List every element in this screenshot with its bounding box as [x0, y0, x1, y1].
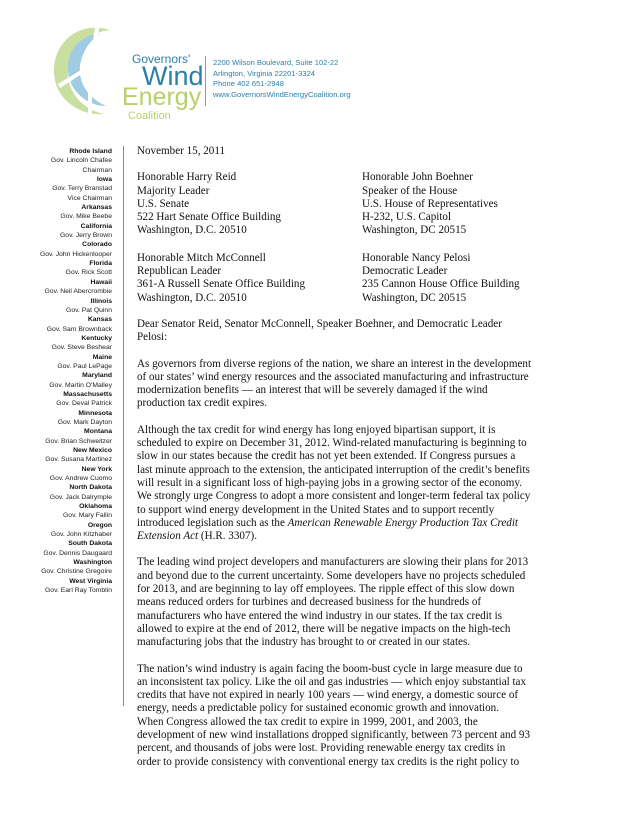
member-state: Oregon	[87, 521, 112, 529]
member-governor: Gov. Rick Scott	[65, 269, 112, 277]
paragraph-4	[137, 663, 547, 769]
sidebar-divider	[123, 146, 124, 706]
text-line: We strongly urge Congress to adopt a more consistent and longer-term federal tax policy	[137, 490, 531, 503]
recipient-line: 235 Cannon House Office Building	[362, 278, 520, 291]
member-state: California	[80, 222, 112, 230]
member-governor: Gov. Lincoln Chafee	[50, 157, 112, 165]
paragraph-2-line	[137, 517, 547, 530]
text-line: The nation’s wind industry is again facing the boom-bust cycle in large measure due to	[137, 662, 523, 675]
recipient-line: U.S. Senate	[137, 197, 190, 210]
recipient-line: Speaker of the House	[362, 184, 458, 197]
text-line: for 2013, and are beginning to lay off employees. The ripple effect of this slow down	[137, 583, 515, 596]
text-line: manufacturers who have entered the wind industry in our states. If the tax credit is	[137, 609, 503, 622]
text-run: (H.R. 3307).	[198, 530, 257, 543]
text-line: As governors from diverse regions of the nation, we share an interest in the development	[137, 357, 532, 370]
member-governor: Gov. Susana Martinez	[45, 456, 112, 464]
member-state: Washington	[73, 559, 112, 567]
text-line: of our states’ wind energy resources and the associated manufacturing and infrastructure	[137, 370, 529, 383]
bill-title: Extension Act	[137, 530, 199, 543]
member-state: Maine	[92, 353, 112, 361]
salutation	[137, 318, 547, 345]
address-city: Arlington, Virginia 22201-3324	[213, 68, 316, 78]
member-governor: Gov. Jack Dalrymple	[49, 493, 112, 501]
address-website[interactable]: www.GovernorsWindEnergyCoalition.org	[213, 89, 351, 99]
member-governor: Gov. Brian Schweitzer	[45, 437, 112, 445]
member-state: Florida	[89, 260, 112, 268]
recipient-boehner	[362, 171, 552, 237]
recipient-line: Washington, DC 20515	[362, 224, 467, 237]
member-governor: Gov. Mary Fallin	[63, 512, 112, 520]
letter-body	[137, 145, 547, 782]
text-line: and beyond due to the current uncertainty. Some developers have no projects scheduled	[137, 569, 526, 582]
member-governor: Gov. John Kitzhaber	[50, 531, 112, 539]
recipient-line: Honorable John Boehner	[362, 171, 473, 184]
member-governor: Gov. Mark Dayton	[57, 418, 112, 426]
member-governor: Gov. Martin O'Malley	[49, 381, 112, 389]
member-governor: Gov. Pat Quinn	[66, 306, 112, 314]
member-state: West Virginia	[69, 577, 112, 585]
header-divider	[205, 56, 206, 106]
member-governor: Gov. Terry Branstad	[52, 185, 112, 193]
recipient-line: Honorable Nancy Pelosi	[362, 251, 471, 264]
member-state: Arkansas	[81, 204, 112, 212]
text-line: development of new wind installations dropped significantly, between 73 percent and 93	[137, 728, 531, 741]
recipient-line: Honorable Mitch McConnell	[137, 251, 266, 264]
member-governor: Gov. Neil Abercrombie	[44, 288, 112, 296]
member-governor: Vice Chairman	[67, 194, 112, 202]
member-state: Maryland	[82, 372, 112, 380]
text-line: allowed to expire at the end of 2012, there will be negative impacts on the high-tech	[137, 622, 511, 635]
salutation-line: Pelosi:	[137, 331, 168, 344]
salutation-line: Dear Senator Reid, Senator McConnell, Speaker Boehner, and Democratic Leader	[137, 317, 502, 330]
member-governor: Chairman	[82, 166, 112, 174]
member-governor: Gov. Dennis Daugaard	[43, 549, 112, 557]
member-state: Rhode Island	[69, 148, 112, 155]
text-line: energy, needs a predictable policy for sustained economic growth and innovation.	[137, 702, 499, 715]
recipient-line: Majority Leader	[137, 184, 210, 197]
text-line: modernization benefits — an interest that will be severely damaged if the wind	[137, 384, 488, 397]
text-line: an inconsistent tax policy. Like the oil and gas industries — which enjoy substantial tax	[137, 675, 527, 688]
member-governor: Gov. Mike Beebe	[60, 213, 112, 221]
member-governor: Gov. Christine Gregoire	[41, 568, 112, 576]
member-governor: Gov. Deval Patrick	[56, 400, 112, 408]
text-line: to support wind energy development in the United States and to support recently	[137, 503, 495, 516]
paragraph-2-line	[137, 530, 547, 543]
member-governor: Gov. Jerry Brown	[60, 232, 112, 240]
address-phone: Phone 402 651-2948	[213, 79, 284, 88]
text-line: production tax credit expires.	[137, 397, 267, 410]
recipient-mcconnell	[137, 252, 362, 305]
address-street: 2200 Wilson Boulevard, Suite 102-22	[213, 58, 339, 67]
member-governor: Gov. Sam Brownback	[46, 325, 112, 333]
recipient-line: Honorable Harry Reid	[137, 171, 237, 184]
member-state: Iowa	[96, 176, 112, 184]
member-governor: Gov. Steve Beshear	[51, 344, 112, 352]
member-state: Colorado	[82, 241, 112, 249]
member-state: South Dakota	[68, 540, 112, 548]
member-governor: Gov. Andrew Cuomo	[49, 475, 112, 483]
paragraph-2-lines	[137, 424, 547, 517]
member-governor: Gov. Paul LePage	[57, 362, 112, 370]
member-state: Montana	[84, 428, 112, 436]
member-state: Kansas	[87, 316, 112, 324]
text-line: scheduled to expire on December 31, 2012. Wind-related manufacturing is beginning to	[137, 437, 527, 450]
member-governor: Gov. John Hickenlooper	[39, 250, 112, 258]
recipient-line: Washington, DC 20515	[362, 291, 467, 304]
recipient-addresses	[137, 171, 547, 305]
recipient-line: 522 Hart Senate Office Building	[137, 211, 281, 224]
text-line: Although the tax credit for wind energy has long enjoyed bipartisan support, it is	[137, 423, 496, 436]
member-state: New Mexico	[73, 447, 112, 454]
text-line: order to provide consistency with conventional energy tax credits is the right policy to	[137, 755, 520, 768]
logo-governors: Governors'	[132, 52, 191, 66]
member-state: New York	[81, 465, 112, 473]
logo-coalition: Coalition	[128, 110, 171, 122]
member-state: North Dakota	[69, 484, 112, 492]
paragraph-2	[137, 424, 547, 544]
letter-date: November 15, 2011	[137, 145, 226, 157]
text-line: will result in a significant loss of high-paying jobs in a growing sector of the economy.	[137, 476, 523, 489]
member-state: Illinois	[90, 297, 112, 305]
recipient-line: U.S. House of Representatives	[362, 197, 498, 210]
member-state: Oklahoma	[79, 503, 112, 511]
member-state: Massachusetts	[63, 390, 112, 398]
member-state: Minnesota	[78, 409, 112, 417]
text-run: introduced legislation such as the	[137, 516, 288, 529]
logo-energy: Energy	[122, 83, 202, 111]
logo-wind: Wind	[142, 61, 204, 91]
recipient-reid	[137, 171, 362, 237]
letterhead	[0, 0, 638, 140]
recipient-line: Republican Leader	[137, 265, 222, 278]
text-line: means reduced orders for turbines and decreased business for the hundreds of	[137, 596, 482, 609]
recipient-line: Washington, D.C. 20510	[137, 291, 247, 304]
text-line: slow in our states because the credit has not yet been extended. If Congress pursues a	[137, 450, 516, 463]
recipient-line: Democratic Leader	[362, 265, 448, 278]
text-line: When Congress allowed the tax credit to expire in 1999, 2001, and 2003, the	[137, 715, 478, 728]
member-state: Kentucky	[81, 334, 112, 342]
bill-title: American Renewable Energy Production Tax Credit	[287, 516, 519, 529]
recipient-line: Washington, D.C. 20510	[137, 224, 247, 237]
member-state: Hawaii	[90, 278, 112, 286]
text-line: The leading wind project developers and manufacturers are slowing their plans for 2013	[137, 556, 529, 569]
member-governor: Gov. Earl Ray Tomblin	[45, 587, 112, 595]
text-line: last minute approach to the extension, the anticipated interruption of the credit’s benefits	[137, 463, 530, 476]
paragraph-1	[137, 358, 547, 411]
text-line: manufacturing jobs that the industry has brought to or created in our states.	[137, 636, 471, 649]
paragraph-3	[137, 556, 547, 649]
governors-sidebar	[0, 147, 118, 596]
recipient-line: 361-A Russell Senate Office Building	[137, 278, 306, 291]
recipient-pelosi	[362, 252, 552, 305]
text-line: percent, and thousands of jobs were lost. Providing renewable energy tax credits in	[137, 742, 506, 755]
recipient-line: H-232, U.S. Capitol	[362, 211, 452, 224]
text-line: credits that have not expired in nearly 100 years — wind energy, a domestic source of	[137, 689, 519, 702]
contact-address	[213, 58, 351, 100]
